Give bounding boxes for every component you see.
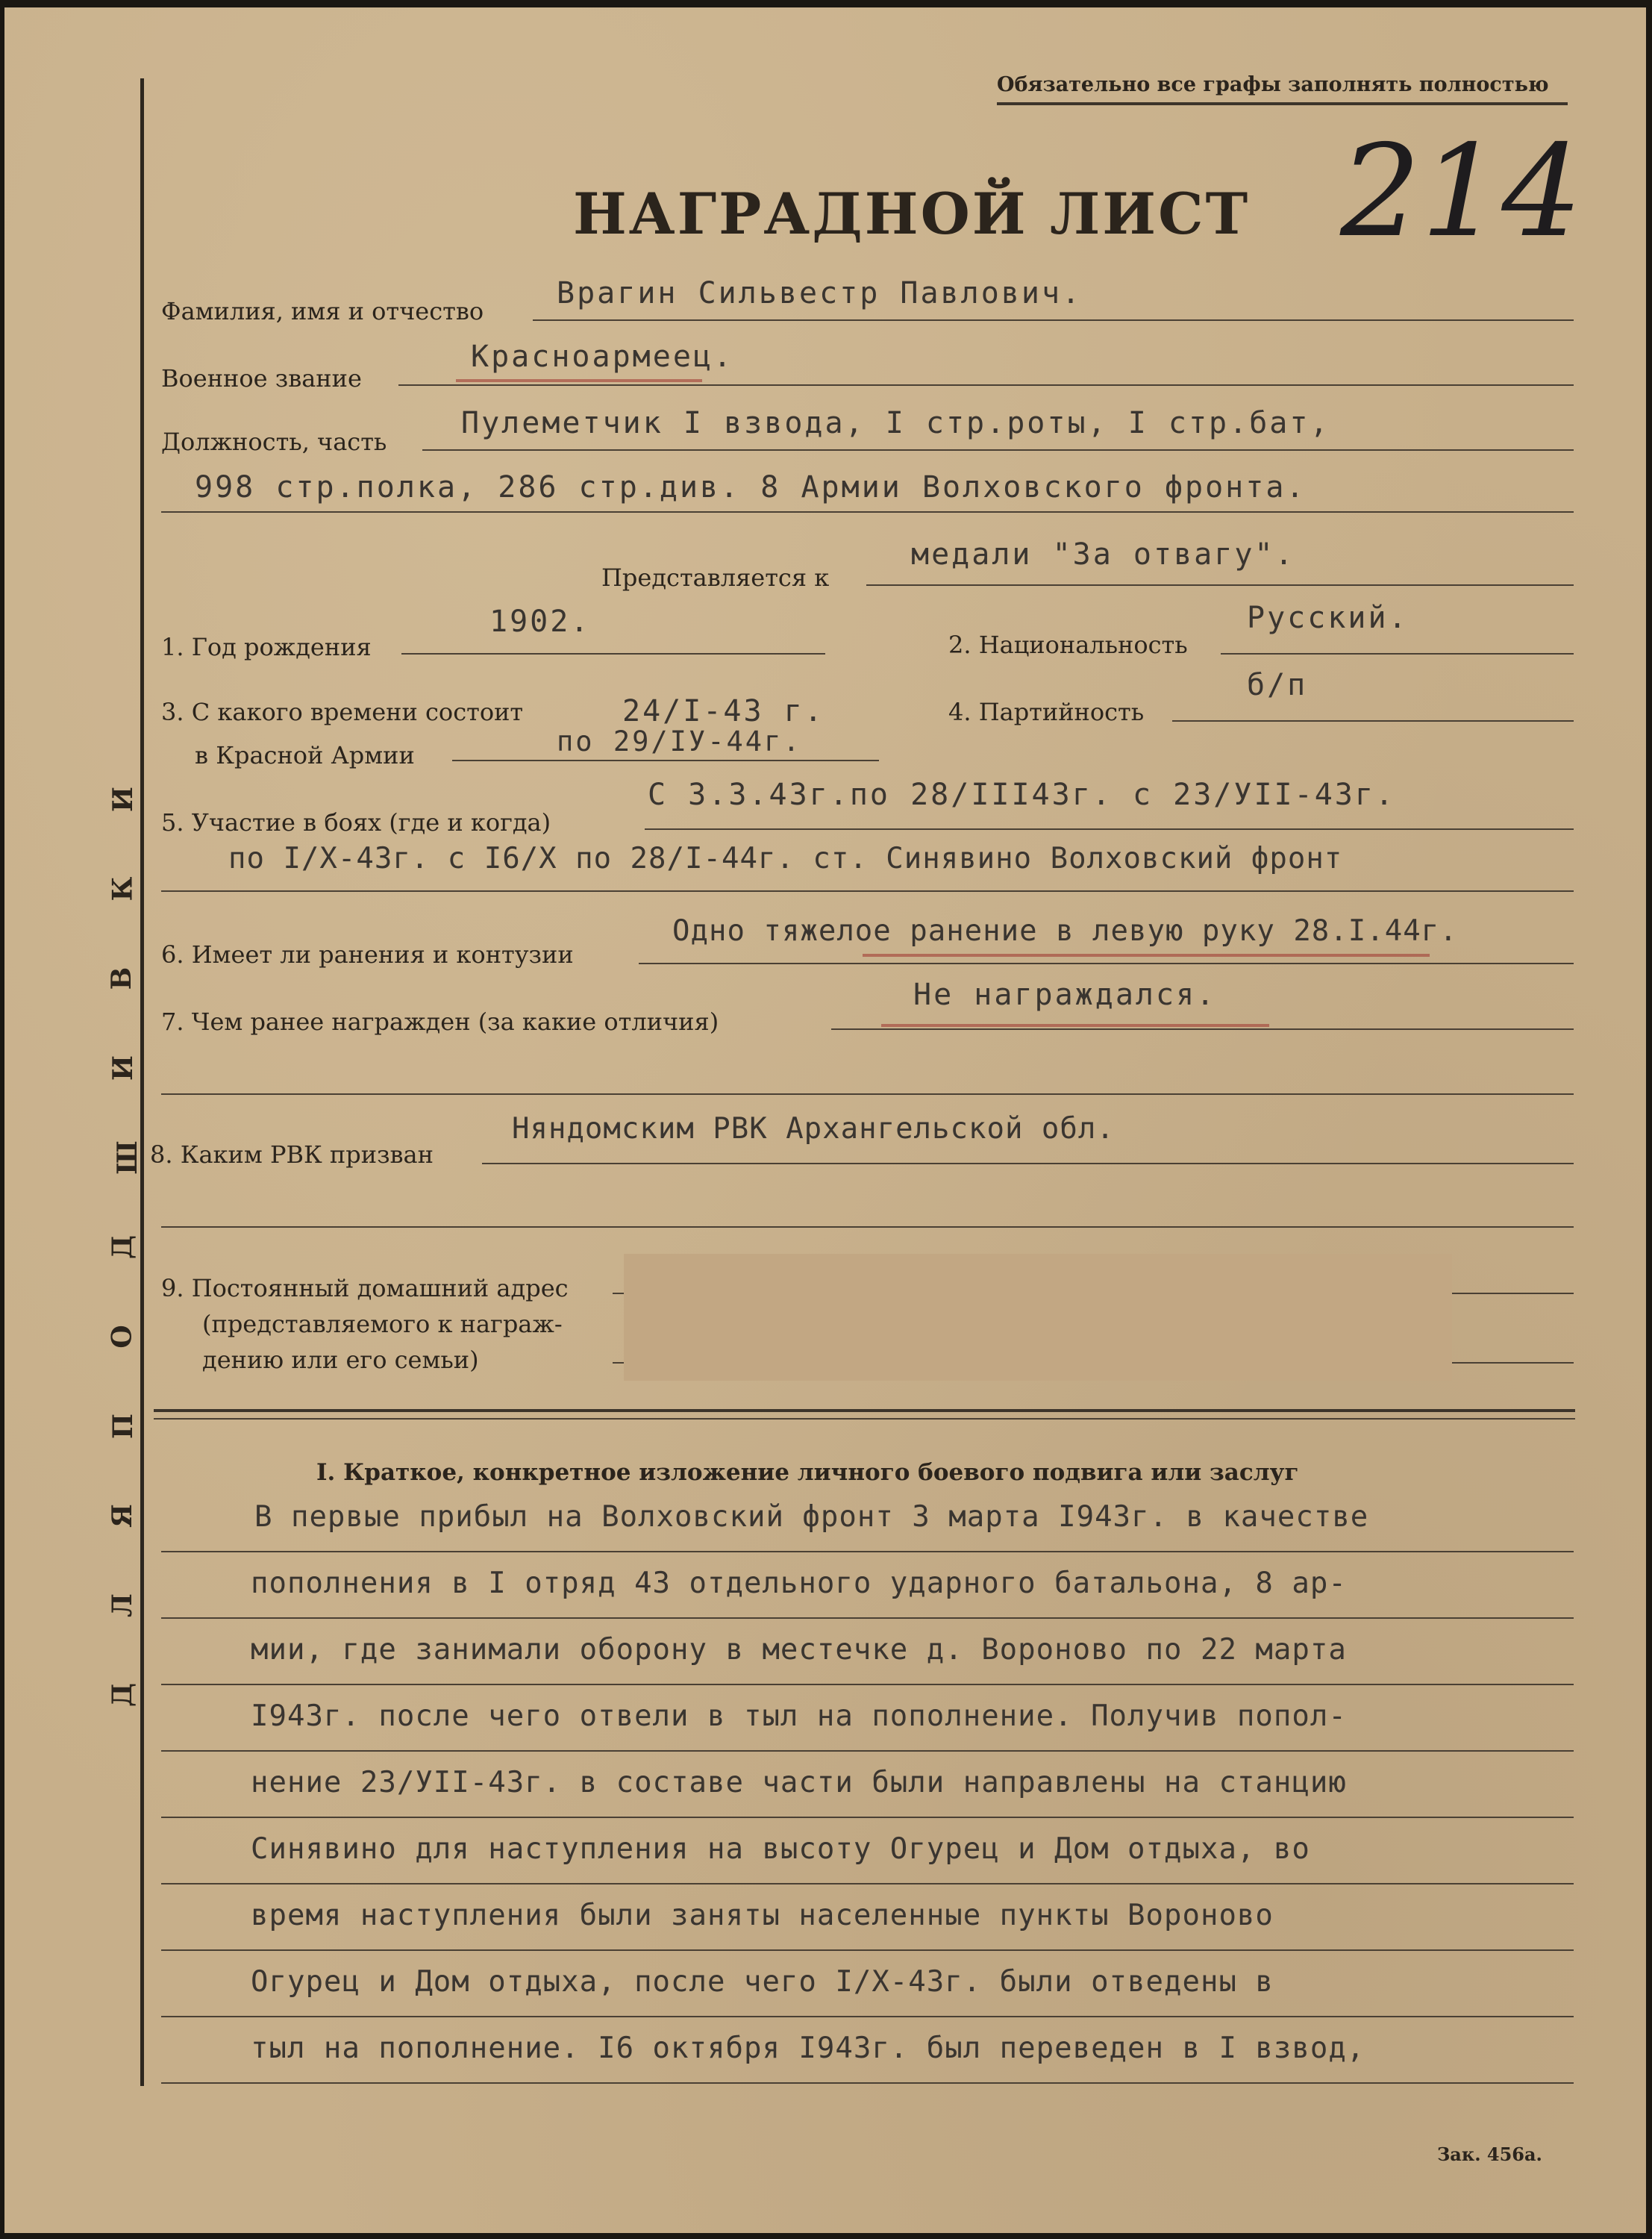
address-label-2: (представляемого к награж- [202,1310,563,1338]
rvk-line-2 [161,1226,1574,1228]
section-line-text: пополнения в I отряд 43 отдельного ударного батальона, 8 ар- [251,1567,1347,1600]
section-heading: I. Краткое, конкретное изложение личного боевого подвига или заслуг [316,1459,1299,1486]
rank-label: Военное звание [161,364,362,393]
header-notice-underline [997,102,1568,105]
battles-value-2: по I/Х-43г. с I6/Х по 28/I-44г. ст. Синявино Волховский фронт [228,842,1343,875]
rvk-value: Няндомским РВК Архангельской обл. [512,1112,1115,1146]
service-since-value-1: 24/I-43 г. [622,694,825,728]
section-rule [161,1817,1574,1818]
side-label-letter: Д [107,1234,139,1260]
section-line-text: Синявино для наступления на высоту Огурец и Дом отдыха, во [251,1832,1310,1866]
prior-awards-red-underline [881,1024,1269,1027]
section-rule [161,1684,1574,1685]
battles-value-1: С 3.3.43г.по 28/III43г. с 23/УII-43г. [648,778,1396,812]
side-label-letter: В [106,967,138,990]
side-label-letter: И [107,786,140,813]
rank-red-underline [456,379,702,382]
wounds-label: 6. Имеет ли ранения и контузии [161,940,574,969]
presented-label: Представляется к [601,563,830,592]
nationality-line [1221,653,1574,655]
section-line-text: Огурец и Дом отдыха, после чего I/Х-43г. были отведены в [251,1965,1274,1999]
party-label: 4. Партийность [948,698,1145,726]
birth-year-value: 1902. [489,605,591,639]
service-since-line [452,760,879,761]
party-value: б/п [1247,668,1308,702]
section-rule [161,1750,1574,1752]
side-label-letter: И [107,1055,140,1081]
party-line [1172,720,1574,722]
left-border-line [140,78,144,2086]
position-line-1 [422,449,1574,451]
section-rule [161,1551,1574,1552]
side-label-letter: Д [107,1682,139,1708]
prior-awards-label: 7. Чем ранее награжден (за какие отличия) [161,1008,719,1036]
position-value-1: Пулеметчик I взвода, I стр.роты, I стр.бат, [461,406,1330,440]
section-line-text: I943г. после чего отвели в тыл на пополнение. Получив попол- [251,1699,1347,1733]
wounds-line [639,963,1574,964]
side-label-letter: К [107,876,139,902]
award-sheet [4,7,1646,2233]
battles-label: 5. Участие в боях (где и когда) [161,808,551,837]
position-line-2 [161,511,1574,513]
page-title: НАГРАДНОЙ ЛИСТ [573,181,1251,247]
rvk-line-1 [482,1163,1574,1164]
section-rule [161,1949,1574,1951]
fio-value: Врагин Сильвестр Павлович. [557,276,1083,310]
prior-awards-value: Не награждался. [913,978,1217,1012]
section-line-text: В первые прибыл на Волховский фронт 3 марта I943г. в качестве [254,1500,1369,1534]
side-label-letter: О [106,1325,138,1349]
presented-value: медали "За отвагу". [911,537,1295,572]
section-rule [161,1617,1574,1619]
presented-line [866,584,1574,586]
side-label-letter: П [107,1414,139,1439]
section-rule [161,1883,1574,1884]
section-line-text: мии, где занимали оборону в местечке д. Вороново по 22 марта [251,1633,1347,1667]
birth-year-line [401,653,825,655]
battles-line-1 [645,828,1574,830]
prior-awards-line-1 [831,1028,1574,1030]
side-label-letter: Л [106,1593,138,1617]
nationality-value: Русский. [1247,601,1409,635]
section-rule [161,2082,1574,2084]
service-since-label-1: 3. С какого времени состоит [161,698,524,726]
side-label-letter: Ш [111,1140,143,1175]
prior-awards-line-2 [161,1093,1574,1095]
wounds-value: Одно тяжелое ранение в левую руку 28.I.44г. [672,914,1458,948]
birth-year-label: 1. Год рождения [161,633,372,661]
address-label-1: 9. Постоянный домашний адрес [161,1274,569,1302]
fio-label: Фамилия, имя и отчество [161,297,484,325]
rank-value: Красноармеец. [471,340,734,374]
address-redaction [624,1254,1452,1381]
wounds-red-underline [863,954,1430,957]
fio-line [533,319,1574,321]
side-label-letter: Я [106,1504,138,1528]
position-value-2: 998 стр.полка, 286 стр.див. 8 Армии Волховского фронта. [195,470,1307,505]
section-line-text: время наступления были заняты населенные пункты Вороново [251,1899,1274,1932]
footer-order-number: Зак. 456а. [1437,2143,1542,2165]
section-divider-bottom [154,1418,1575,1420]
battles-line-2 [161,890,1574,892]
section-divider-top [154,1409,1575,1412]
section-rule [161,2016,1574,2017]
sheet-number-handwritten: 214 [1340,118,1583,266]
position-label: Должность, часть [161,428,387,456]
header-notice: Обязательно все графы заполнять полностью [997,73,1549,96]
rvk-label: 8. Каким РВК призван [150,1140,434,1169]
address-label-3: дению или его семьи) [202,1346,479,1374]
service-since-value-2: по 29/IУ-44г. [557,725,802,758]
section-line-text: нение 23/УII-43г. в составе части были направлены на станцию [251,1766,1347,1799]
rank-line [398,384,1574,386]
service-since-label-2: в Красной Армии [195,741,415,769]
nationality-label: 2. Национальность [948,631,1188,659]
section-line-text: тыл на пополнение. I6 октября I943г. был переведен в I взвод, [251,2032,1365,2065]
